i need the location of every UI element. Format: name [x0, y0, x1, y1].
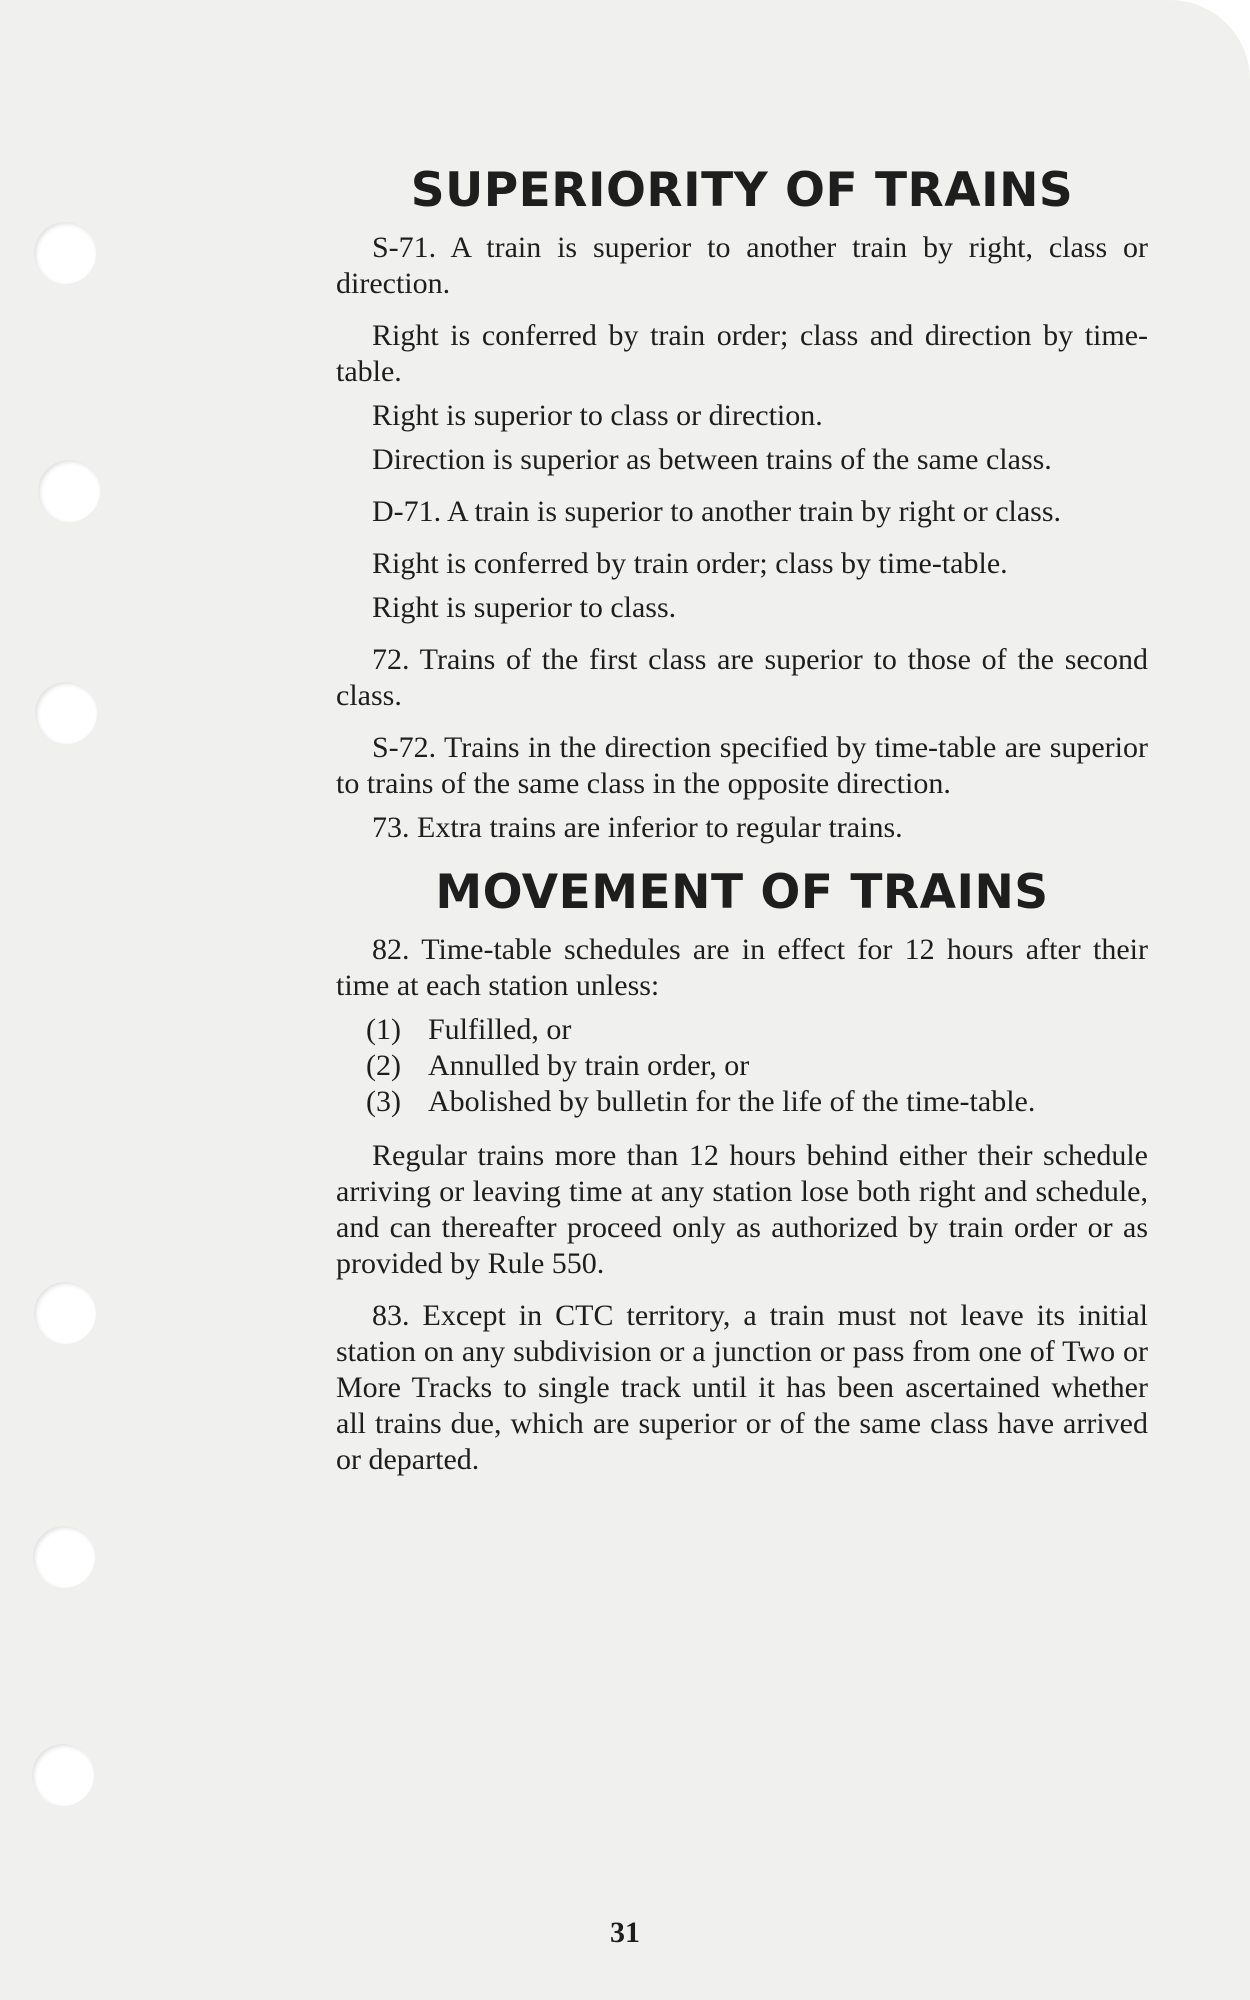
rule-s71-right-superior: Right is superior to class or direction. — [372, 399, 823, 432]
rule-s71-direction: Direction is superior as between trains of the same class. — [372, 443, 1052, 476]
binder-hole — [35, 682, 97, 744]
list-item — [336, 1012, 1148, 1048]
section-heading-movement: MOVEMENT OF TRAINS — [435, 865, 1049, 920]
section-heading-superiority: SUPERIORITY OF TRAINS — [410, 163, 1074, 218]
rule-72: 72. Trains of the first class are superior to those of the second class. — [336, 643, 1148, 712]
rule-73: 73. Extra trains are inferior to regular trains. — [372, 811, 903, 844]
list-item-number: (3) — [366, 1085, 401, 1118]
binder-hole — [33, 1526, 95, 1588]
list-item — [336, 1084, 1148, 1120]
page-content — [336, 160, 1148, 1494]
list-item-number: (2) — [366, 1049, 401, 1082]
binder-hole — [38, 460, 100, 522]
rule-d71: D-71. A train is superior to another train by right or class. — [372, 495, 1062, 528]
rule-82-regular-trains: Regular trains more than 12 hours behind either their schedule arriving or leaving time at any station lose both right and schedule, and can thereafter proceed only as authorized by train order or as provided by Rule 550. — [336, 1139, 1148, 1280]
binder-hole — [34, 1282, 96, 1344]
list-item-number: (1) — [366, 1013, 401, 1046]
binder-hole — [34, 222, 96, 284]
list-item-text: Abolished by bulletin for the life of the time-table. — [428, 1085, 1036, 1118]
list-item-text: Fulfilled, or — [428, 1013, 572, 1046]
rule-s72: S-72. Trains in the direction specified by time-table are superior to trains of the same class in the opposite direction. — [336, 731, 1148, 800]
rule-82: 82. Time-table schedules are in effect for 12 hours after their time at each station unless: — [336, 933, 1148, 1002]
rule-s71-right: Right is conferred by train order; class and direction by time-table. — [336, 319, 1148, 388]
rule-d71-right-superior: Right is superior to class. — [372, 591, 677, 624]
page-number: 31 — [610, 1916, 640, 1949]
rule-s71: S-71. A train is superior to another train by right, class or direction. — [336, 231, 1148, 300]
rule-82-conditions — [336, 1012, 1148, 1120]
list-item — [336, 1048, 1148, 1084]
rule-83: 83. Except in CTC territory, a train must not leave its initial station on any subdivision or a junction or pass from one of Two or More Tracks to single track until it has been ascertained whether all trains due, which are superior or of the same class have arrived or departed. — [336, 1299, 1148, 1476]
binder-hole — [32, 1744, 94, 1806]
rule-d71-right: Right is conferred by train order; class by time-table. — [372, 547, 1008, 580]
list-item-text: Annulled by train order, or — [428, 1049, 750, 1082]
